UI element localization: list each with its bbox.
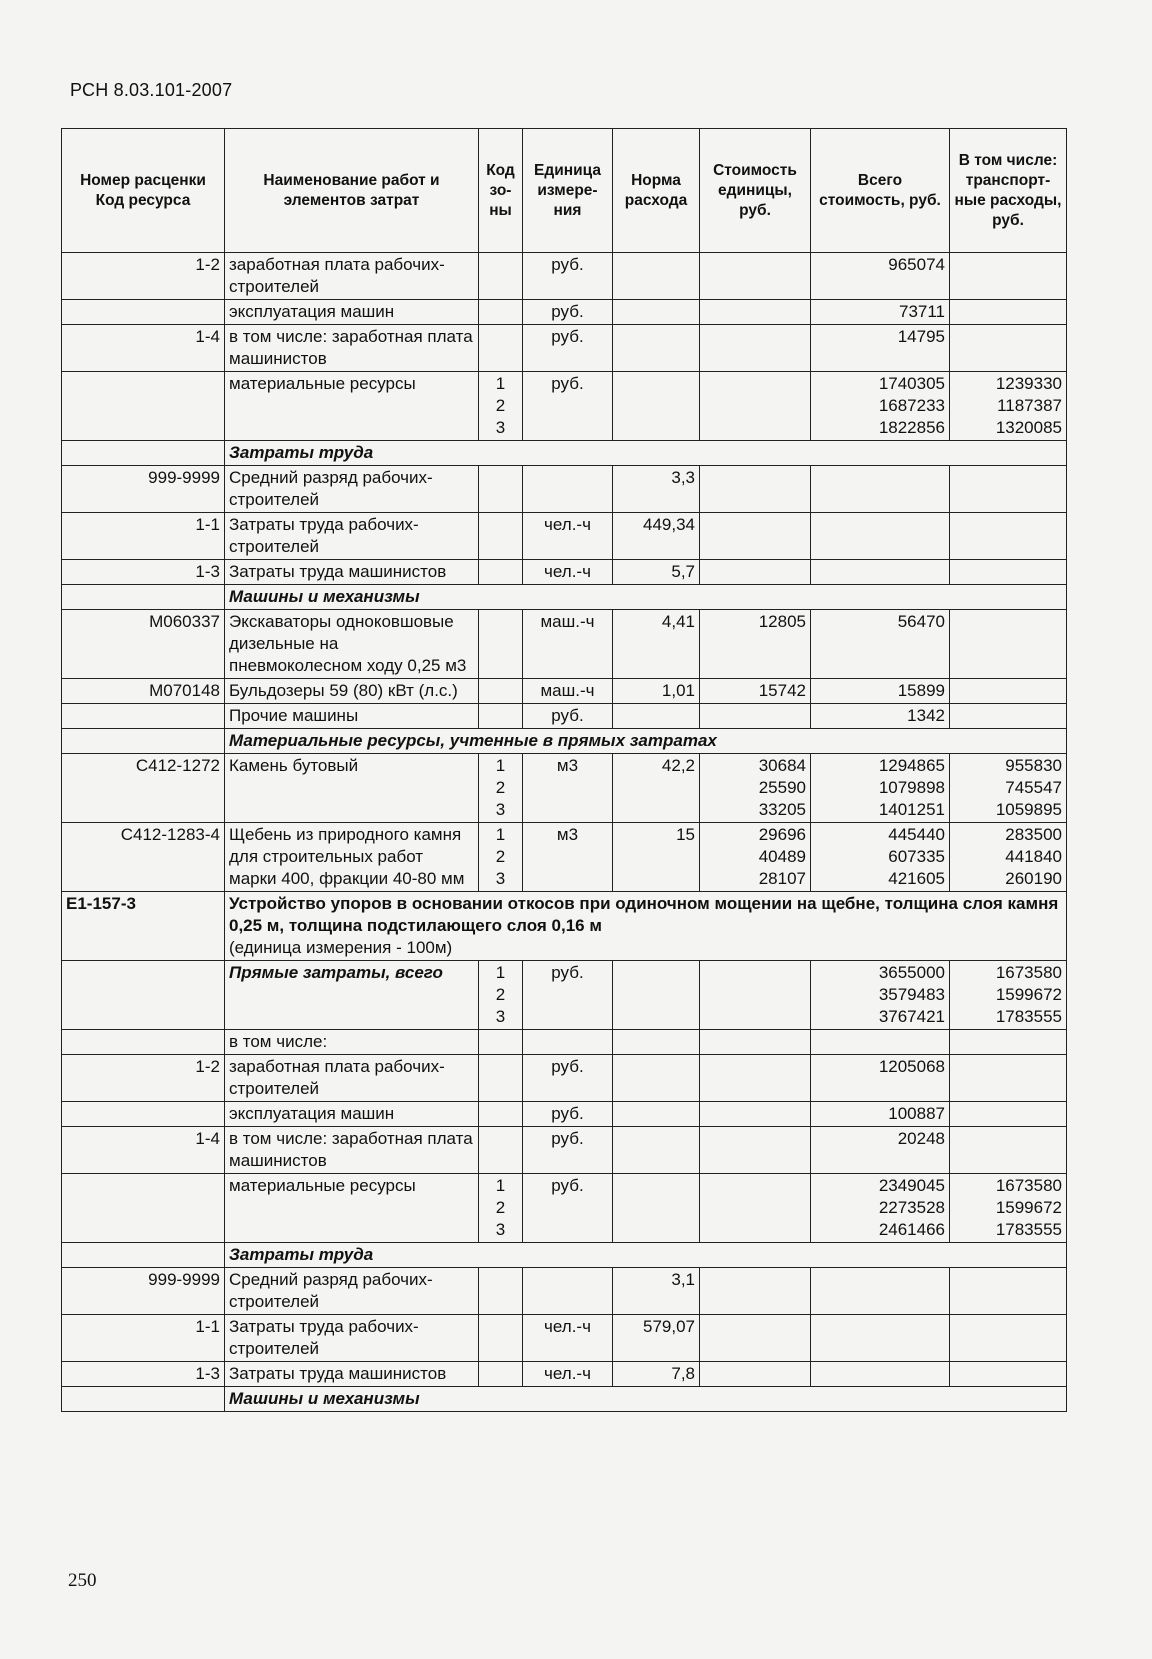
price-cell (700, 1055, 811, 1102)
table-body (62, 253, 1067, 1412)
unit-cell: руб. (523, 704, 613, 729)
total-cell: 20248 (811, 1127, 950, 1174)
table-row (62, 1174, 1067, 1243)
rate-title-cell (225, 892, 1067, 961)
table-row (62, 1315, 1067, 1362)
unit-cell: руб. (523, 253, 613, 300)
zone-cell (479, 1174, 523, 1243)
total-cell (811, 1315, 950, 1362)
transport-cell-line: 1320085 (995, 418, 1062, 437)
norm-cell (613, 1102, 700, 1127)
transport-cell (950, 1055, 1067, 1102)
name-cell: в том числе: (225, 1030, 479, 1055)
section-title: Машины и механизмы (225, 585, 1067, 610)
code-cell: 1-3 (62, 1362, 225, 1387)
page-number: 250 (68, 1570, 97, 1591)
norm-cell (613, 253, 700, 300)
zone-cell-line: 3 (495, 1007, 506, 1026)
table-row (62, 961, 1067, 1030)
transport-cell-line: 283500 (1005, 825, 1062, 844)
table-row (62, 466, 1067, 513)
total-cell: 15899 (811, 679, 950, 704)
zone-cell (479, 325, 523, 372)
code-cell (62, 372, 225, 441)
norm-cell (613, 1174, 700, 1243)
zone-cell (479, 372, 523, 441)
transport-cell-line: 955830 (1005, 756, 1062, 775)
price-cell (700, 961, 811, 1030)
price-cell (700, 513, 811, 560)
name-cell: Прочие машины (225, 704, 479, 729)
total-cell (811, 961, 950, 1030)
table-row (62, 1127, 1067, 1174)
zone-cell-line: 3 (495, 418, 506, 437)
header-transport: В том числе: транспорт-ные расходы, руб. (950, 129, 1067, 253)
code-cell: 1-3 (62, 560, 225, 585)
name-cell: Бульдозеры 59 (80) кВт (л.с.) (225, 679, 479, 704)
zone-cell (479, 513, 523, 560)
transport-cell (950, 754, 1067, 823)
zone-cell (479, 253, 523, 300)
zone-cell-line: 1 (495, 825, 506, 844)
code-cell: 1-2 (62, 1055, 225, 1102)
norm-cell (613, 961, 700, 1030)
price-cell-line: 40489 (758, 847, 806, 866)
total-cell-line: 1822856 (878, 418, 945, 437)
transport-cell-line: 1673580 (995, 1176, 1062, 1195)
transport-cell (950, 300, 1067, 325)
unit-cell (523, 466, 613, 513)
rate-title: Устройство упоров в основании откосов при одиночном мощении на щебне, толщина слоя камня 0,25 м, толщина подстилающего слоя 0,16 м (229, 894, 1059, 935)
code-cell (62, 300, 225, 325)
zone-cell (479, 1102, 523, 1127)
name-cell: Прямые затраты, всего (225, 961, 479, 1030)
price-cell (700, 253, 811, 300)
code-cell (62, 704, 225, 729)
price-cell (700, 754, 811, 823)
total-cell: 1342 (811, 704, 950, 729)
total-cell (811, 1268, 950, 1315)
transport-cell-line: 260190 (1005, 869, 1062, 888)
norm-cell (613, 704, 700, 729)
header-unit: Единица измере-ния (523, 129, 613, 253)
section-code-cell (62, 441, 225, 466)
table-row (62, 610, 1067, 679)
unit-cell (523, 1030, 613, 1055)
name-cell: Щебень из природного камня для строительных работ марки 400, фракции 40-80 мм (225, 823, 479, 892)
table-row (62, 1055, 1067, 1102)
transport-cell-line: 1673580 (995, 963, 1062, 982)
name-cell: Затраты труда машинистов (225, 1362, 479, 1387)
total-cell (811, 823, 950, 892)
section-title: Затраты труда (225, 441, 1067, 466)
total-cell-line: 421605 (888, 869, 945, 888)
transport-cell-line: 1599672 (995, 1198, 1062, 1217)
table-row (62, 679, 1067, 704)
transport-cell (950, 1362, 1067, 1387)
norm-cell: 7,8 (613, 1362, 700, 1387)
norm-cell: 579,07 (613, 1315, 700, 1362)
zone-cell (479, 1030, 523, 1055)
table-row (62, 1030, 1067, 1055)
unit-cell (523, 1268, 613, 1315)
zone-cell-line: 1 (495, 1176, 506, 1195)
norm-cell: 449,34 (613, 513, 700, 560)
zone-cell (479, 466, 523, 513)
transport-cell (950, 466, 1067, 513)
zone-cell (479, 1055, 523, 1102)
total-cell: 1205068 (811, 1055, 950, 1102)
name-cell: Экскаваторы одноковшовые дизельные на пневмоколесном ходу 0,25 м3 (225, 610, 479, 679)
section-row (62, 1243, 1067, 1268)
zone-cell (479, 961, 523, 1030)
price-cell (700, 1315, 811, 1362)
section-row (62, 729, 1067, 754)
code-cell (62, 1174, 225, 1243)
price-cell-line: 30684 (758, 756, 806, 775)
zone-cell (479, 1268, 523, 1315)
header-zone: Код зо-ны (479, 129, 523, 253)
zone-cell (479, 1127, 523, 1174)
unit-cell: руб. (523, 1102, 613, 1127)
price-cell-line: 33205 (758, 800, 806, 819)
transport-cell (950, 1315, 1067, 1362)
name-cell: в том числе: заработная плата машинистов (225, 325, 479, 372)
transport-cell (950, 253, 1067, 300)
transport-cell (950, 610, 1067, 679)
total-cell-line: 2273528 (878, 1198, 945, 1217)
transport-cell-line: 1239330 (995, 374, 1062, 393)
section-row (62, 1387, 1067, 1412)
total-cell (811, 466, 950, 513)
total-cell (811, 1030, 950, 1055)
section-code-cell (62, 729, 225, 754)
price-cell (700, 1030, 811, 1055)
price-cell (700, 823, 811, 892)
rates-table (61, 128, 1067, 1412)
price-cell (700, 1174, 811, 1243)
norm-cell: 15 (613, 823, 700, 892)
zone-cell-line: 2 (495, 1198, 506, 1217)
code-cell: 1-4 (62, 1127, 225, 1174)
price-cell (700, 1362, 811, 1387)
transport-cell-line: 745547 (1005, 778, 1062, 797)
transport-cell (950, 1127, 1067, 1174)
table-row (62, 704, 1067, 729)
table-row (62, 1362, 1067, 1387)
total-cell-line: 607335 (888, 847, 945, 866)
code-cell: 999-9999 (62, 1268, 225, 1315)
norm-cell (613, 1030, 700, 1055)
zone-cell (479, 754, 523, 823)
price-cell (700, 372, 811, 441)
price-cell (700, 560, 811, 585)
name-cell: Средний разряд рабочих-строителей (225, 1268, 479, 1315)
name-cell: Камень бутовый (225, 754, 479, 823)
transport-cell (950, 1268, 1067, 1315)
total-cell: 100887 (811, 1102, 950, 1127)
transport-cell (950, 1102, 1067, 1127)
transport-cell (950, 679, 1067, 704)
norm-cell (613, 372, 700, 441)
total-cell-line: 3579483 (878, 985, 945, 1004)
transport-cell (950, 1174, 1067, 1243)
norm-cell: 1,01 (613, 679, 700, 704)
total-cell: 965074 (811, 253, 950, 300)
total-cell (811, 372, 950, 441)
table-row (62, 754, 1067, 823)
table-header-row (62, 129, 1067, 253)
unit-cell: чел.-ч (523, 1315, 613, 1362)
name-cell: Затраты труда машинистов (225, 560, 479, 585)
norm-cell: 4,41 (613, 610, 700, 679)
transport-cell-line: 441840 (1005, 847, 1062, 866)
zone-cell (479, 679, 523, 704)
price-cell (700, 300, 811, 325)
transport-cell (950, 1030, 1067, 1055)
code-cell: М060337 (62, 610, 225, 679)
unit-cell: маш.-ч (523, 679, 613, 704)
section-row (62, 585, 1067, 610)
unit-cell: руб. (523, 325, 613, 372)
table-row (62, 300, 1067, 325)
norm-cell (613, 1055, 700, 1102)
total-cell: 73711 (811, 300, 950, 325)
norm-cell (613, 1127, 700, 1174)
total-cell-line: 1294865 (878, 756, 945, 775)
name-cell: материальные ресурсы (225, 1174, 479, 1243)
header-code: Номер расценки Код ресурса (62, 129, 225, 253)
total-cell-line: 1079898 (878, 778, 945, 797)
total-cell-line: 1401251 (878, 800, 945, 819)
zone-cell-line: 3 (495, 800, 506, 819)
zone-cell-line: 2 (495, 396, 506, 415)
unit-cell: чел.-ч (523, 513, 613, 560)
transport-cell (950, 823, 1067, 892)
name-cell: эксплуатация машин (225, 300, 479, 325)
total-cell-line: 3767421 (878, 1007, 945, 1026)
price-cell (700, 1102, 811, 1127)
total-cell-line: 2461466 (878, 1220, 945, 1239)
transport-cell (950, 372, 1067, 441)
unit-cell: м3 (523, 754, 613, 823)
table-row (62, 372, 1067, 441)
transport-cell (950, 560, 1067, 585)
table-row (62, 513, 1067, 560)
total-cell (811, 754, 950, 823)
norm-cell (613, 325, 700, 372)
unit-cell: чел.-ч (523, 1362, 613, 1387)
header-name: Наименование работ и элементов затрат (225, 129, 479, 253)
total-cell-line: 445440 (888, 825, 945, 844)
header-total: Всего стоимость, руб. (811, 129, 950, 253)
name-cell: Средний разряд рабочих-строителей (225, 466, 479, 513)
zone-cell (479, 704, 523, 729)
price-cell (700, 1268, 811, 1315)
code-cell: М070148 (62, 679, 225, 704)
section-code-cell (62, 1387, 225, 1412)
name-cell: заработная плата рабочих-строителей (225, 1055, 479, 1102)
table-row (62, 325, 1067, 372)
code-cell: 999-9999 (62, 466, 225, 513)
unit-cell: руб. (523, 1174, 613, 1243)
unit-cell: руб. (523, 1127, 613, 1174)
price-cell (700, 1127, 811, 1174)
zone-cell (479, 1315, 523, 1362)
zone-cell-line: 1 (495, 374, 506, 393)
transport-cell (950, 325, 1067, 372)
unit-cell: руб. (523, 372, 613, 441)
unit-cell: чел.-ч (523, 560, 613, 585)
transport-cell (950, 513, 1067, 560)
code-cell (62, 1102, 225, 1127)
zone-cell-line: 1 (495, 963, 506, 982)
total-cell-line: 1687233 (878, 396, 945, 415)
section-title: Затраты труда (225, 1243, 1067, 1268)
zone-cell (479, 823, 523, 892)
unit-cell: руб. (523, 961, 613, 1030)
price-cell-line: 25590 (758, 778, 806, 797)
transport-cell-line: 1187387 (997, 396, 1062, 415)
zone-cell (479, 610, 523, 679)
transport-cell-line: 1783555 (995, 1007, 1062, 1026)
total-cell (811, 1362, 950, 1387)
total-cell (811, 560, 950, 585)
code-cell: С412-1283-4 (62, 823, 225, 892)
price-cell: 12805 (700, 610, 811, 679)
section-code-cell (62, 1243, 225, 1268)
code-cell: 1-2 (62, 253, 225, 300)
total-cell-line: 2349045 (878, 1176, 945, 1195)
price-cell: 15742 (700, 679, 811, 704)
total-cell: 56470 (811, 610, 950, 679)
name-cell: заработная плата рабочих-строителей (225, 253, 479, 300)
transport-cell-line: 1599672 (995, 985, 1062, 1004)
code-cell: 1-1 (62, 513, 225, 560)
unit-cell: м3 (523, 823, 613, 892)
unit-cell: руб. (523, 1055, 613, 1102)
rate-id: Е1-157-3 (62, 892, 225, 961)
name-cell: материальные ресурсы (225, 372, 479, 441)
total-cell: 14795 (811, 325, 950, 372)
header-norm: Норма расхода (613, 129, 700, 253)
norm-cell: 5,7 (613, 560, 700, 585)
section-title: Машины и механизмы (225, 1387, 1067, 1412)
norm-cell (613, 300, 700, 325)
zone-cell-line: 2 (495, 985, 506, 1004)
price-cell (700, 704, 811, 729)
zone-cell (479, 560, 523, 585)
transport-cell-line: 1059895 (995, 800, 1062, 819)
zone-cell-line: 2 (495, 778, 506, 797)
name-cell: Затраты труда рабочих-строителей (225, 1315, 479, 1362)
name-cell: эксплуатация машин (225, 1102, 479, 1127)
total-cell (811, 513, 950, 560)
code-cell (62, 1030, 225, 1055)
zone-cell (479, 1362, 523, 1387)
price-cell (700, 466, 811, 513)
unit-cell: маш.-ч (523, 610, 613, 679)
code-cell: 1-4 (62, 325, 225, 372)
zone-cell-line: 3 (495, 869, 506, 888)
section-row (62, 441, 1067, 466)
norm-cell: 3,3 (613, 466, 700, 513)
rate-unit: (единица измерения - 100м) (229, 938, 453, 957)
price-cell-line: 29696 (758, 825, 806, 844)
name-cell: в том числе: заработная плата машинистов (225, 1127, 479, 1174)
table-row (62, 823, 1067, 892)
zone-cell-line: 1 (495, 756, 506, 775)
transport-cell (950, 704, 1067, 729)
total-cell-line: 3655000 (878, 963, 945, 982)
zone-cell (479, 300, 523, 325)
transport-cell-line: 1783555 (995, 1220, 1062, 1239)
code-cell (62, 961, 225, 1030)
total-cell-line: 1740305 (878, 374, 945, 393)
total-cell (811, 1174, 950, 1243)
zone-cell-line: 2 (495, 847, 506, 866)
code-cell: 1-1 (62, 1315, 225, 1362)
unit-cell: руб. (523, 300, 613, 325)
table-row (62, 560, 1067, 585)
price-cell-line: 28107 (758, 869, 806, 888)
price-cell (700, 325, 811, 372)
section-title: Материальные ресурсы, учтенные в прямых затратах (225, 729, 1067, 754)
norm-cell: 42,2 (613, 754, 700, 823)
name-cell: Затраты труда рабочих-строителей (225, 513, 479, 560)
transport-cell (950, 961, 1067, 1030)
code-cell: С412-1272 (62, 754, 225, 823)
zone-cell-line: 3 (495, 1220, 506, 1239)
table-row (62, 1268, 1067, 1315)
document-code: РСН 8.03.101-2007 (70, 80, 233, 100)
header-price: Стоимость единицы, руб. (700, 129, 811, 253)
rate-header-row (62, 892, 1067, 961)
table-row (62, 1102, 1067, 1127)
norm-cell: 3,1 (613, 1268, 700, 1315)
table-row (62, 253, 1067, 300)
section-code-cell (62, 585, 225, 610)
